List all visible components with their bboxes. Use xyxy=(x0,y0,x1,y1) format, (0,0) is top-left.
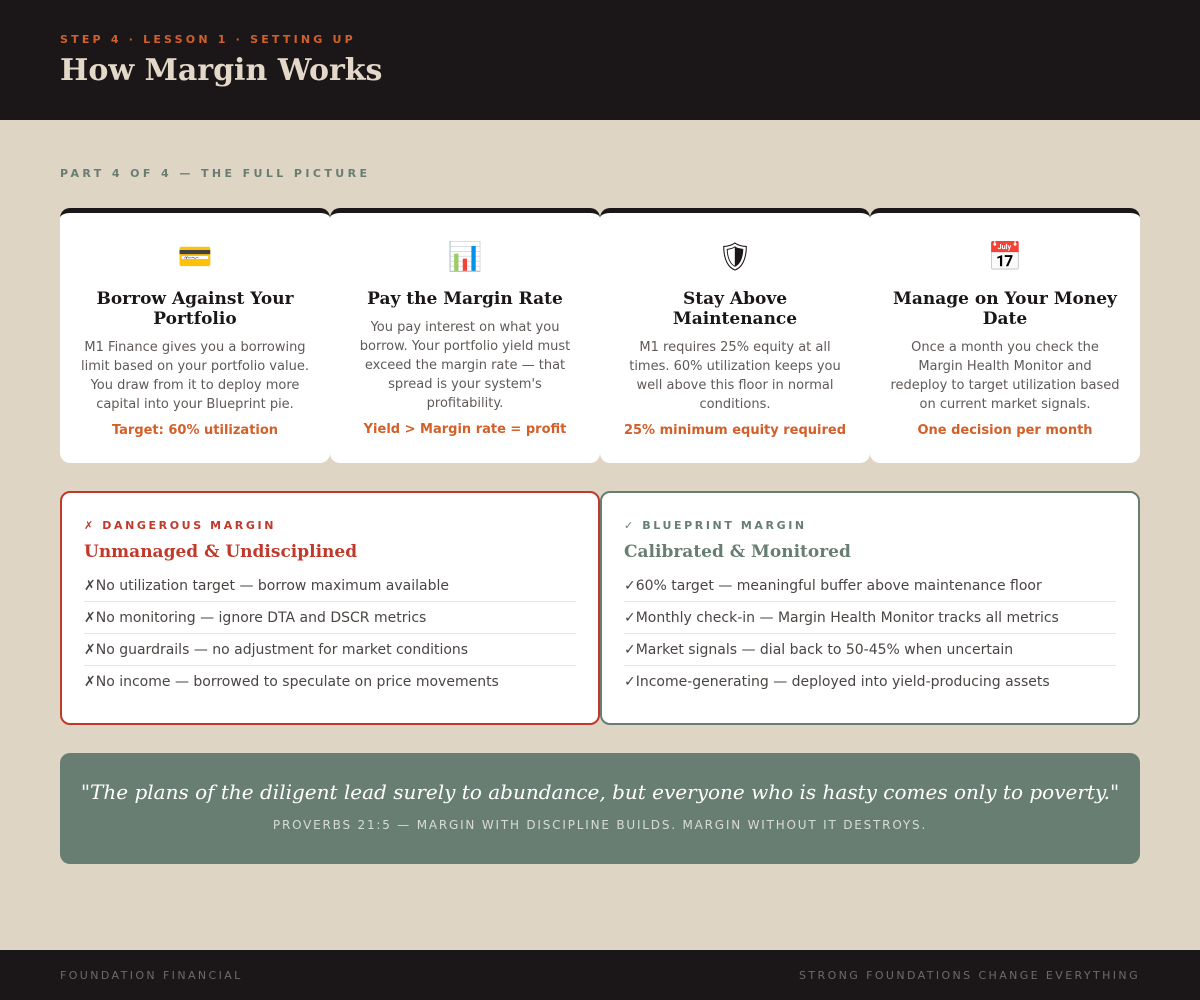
blueprint-list xyxy=(624,570,1116,698)
credit-card-icon: 💳 xyxy=(177,240,213,273)
card-title: Manage on Your Money Date xyxy=(893,289,1117,329)
card-highlight: Target: 60% utilization xyxy=(111,423,279,438)
lesson-eyebrow: STEP 4 · LESSON 1 · SETTING UP xyxy=(60,33,356,46)
card-description: Once a month you check the Margin Health Monitor and redeploy to target utilization based on current market signals. xyxy=(890,340,1120,412)
card-title: Pay the Margin Rate xyxy=(367,289,563,309)
card-title: Stay Above Maintenance xyxy=(672,289,798,329)
card-money-date xyxy=(870,208,1140,463)
footer-tagline: STRONG FOUNDATIONS CHANGE EVERYTHING xyxy=(799,968,1140,982)
list-item: ✗No guardrails — no adjustment for market conditions xyxy=(84,634,576,666)
list-item: ✗No utilization target — borrow maximum available xyxy=(84,570,576,602)
list-item: ✓60% target — meaningful buffer above maintenance floor xyxy=(624,570,1116,602)
shield-icon: 🛡 xyxy=(717,240,753,273)
footer-brand: FOUNDATION FINANCIAL xyxy=(60,968,243,982)
bar-chart-icon: 📊 xyxy=(447,240,483,273)
panel-title: Calibrated & Monitored xyxy=(624,542,851,562)
list-item: ✓Income-generating — deployed into yield-producing assets xyxy=(624,674,1050,690)
blueprint-margin-panel xyxy=(600,491,1140,725)
quote-citation: PROVERBS 21:5 — MARGIN WITH DISCIPLINE BUILDS. MARGIN WITHOUT IT DESTROYS. xyxy=(272,818,928,832)
page-footer xyxy=(0,950,1200,1000)
card-description: M1 requires 25% equity at all times. 60% utilization keeps you well above this floor in normal conditions. xyxy=(629,340,841,412)
card-description: M1 Finance gives you a borrowing limit based on your portfolio value. You draw from it to deploy more capital into your Blueprint pie. xyxy=(81,340,309,412)
list-item: ✗No monitoring — ignore DTA and DSCR metrics xyxy=(84,602,576,634)
card-highlight: One decision per month xyxy=(917,423,1093,438)
quote-text: "The plans of the diligent lead surely to abundance, but everyone who is hasty comes only to poverty." xyxy=(80,780,1120,804)
panel-title: Unmanaged & Undisciplined xyxy=(84,542,358,562)
card-margin-rate xyxy=(330,208,600,463)
concept-cards xyxy=(60,208,1140,463)
card-maintenance xyxy=(600,208,870,463)
dangerous-margin-panel xyxy=(60,491,600,725)
card-highlight: 25% minimum equity required xyxy=(623,423,847,438)
page-header xyxy=(0,0,1200,120)
list-item: ✓Monthly check-in — Margin Health Monitor tracks all metrics xyxy=(624,602,1116,634)
card-description: You pay interest on what you borrow. Your portfolio yield must exceed the margin rate — that spread is your system's profitability. xyxy=(359,320,571,411)
part-label: PART 4 OF 4 — THE FULL PICTURE xyxy=(60,167,371,180)
list-item: ✗No income — borrowed to speculate on price movements xyxy=(84,674,499,690)
page-title: How Margin Works xyxy=(60,53,383,88)
card-highlight: Yield > Margin rate = profit xyxy=(363,422,567,437)
scripture-quote xyxy=(60,753,1140,864)
list-item: ✓Market signals — dial back to 50-45% when uncertain xyxy=(624,634,1116,666)
calendar-icon: 📅 xyxy=(987,240,1023,273)
card-title: Borrow Against Your Portfolio xyxy=(96,289,294,329)
panel-tag: ✗ DANGEROUS MARGIN xyxy=(84,519,277,532)
margin-comparison xyxy=(60,491,1140,725)
panel-tag: ✓ BLUEPRINT MARGIN xyxy=(624,519,807,532)
danger-list xyxy=(84,570,576,698)
card-borrow xyxy=(60,208,330,463)
